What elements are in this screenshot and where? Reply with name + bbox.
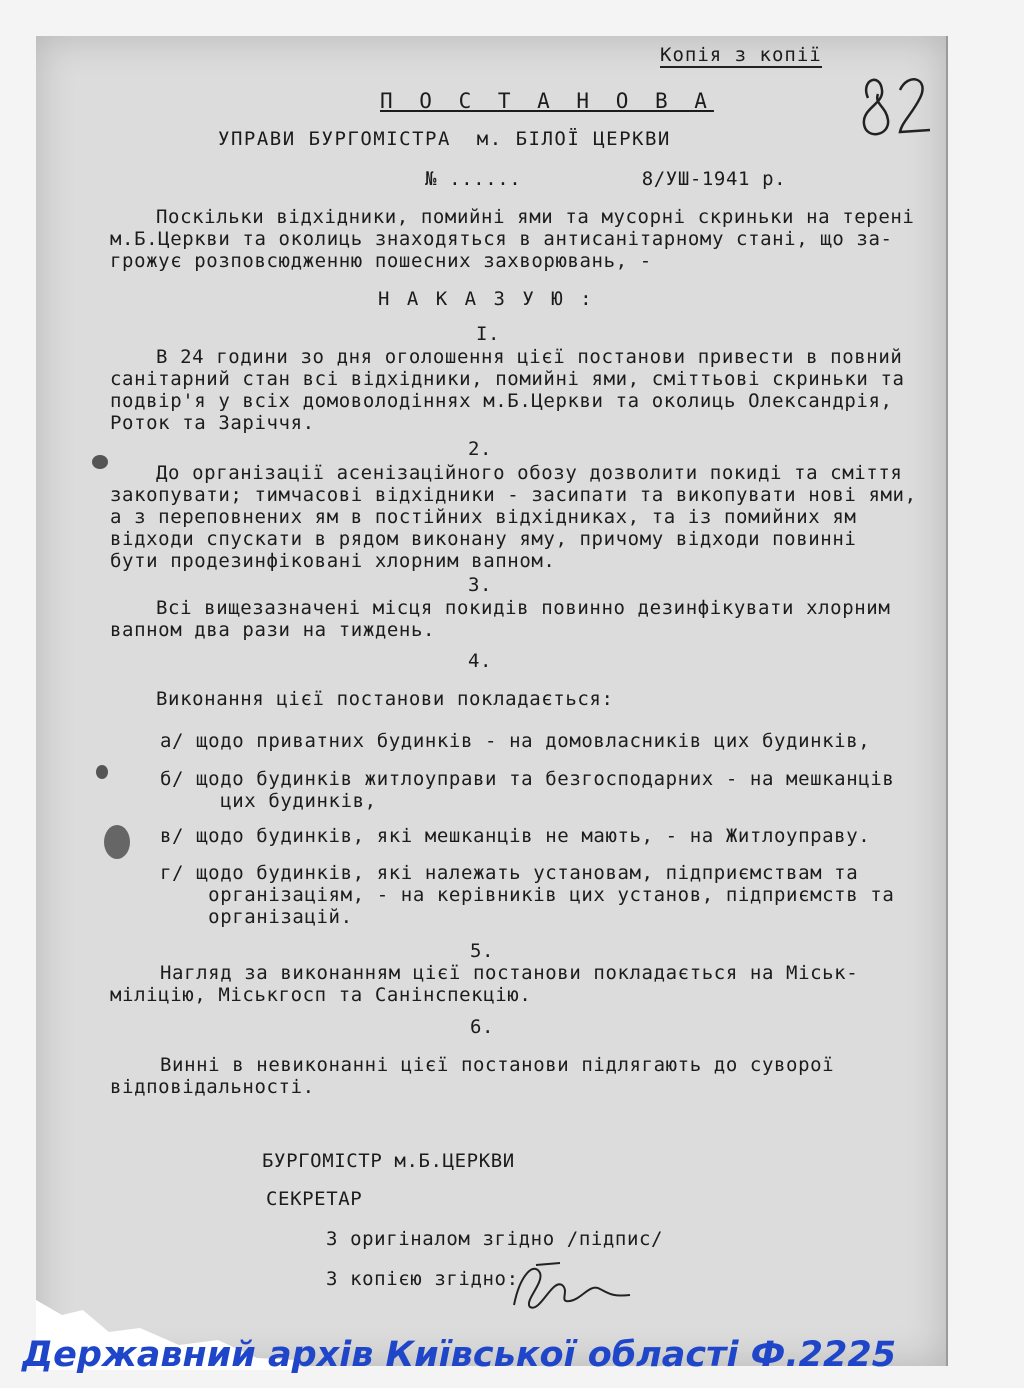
preamble-line: м.Б.Церкви та околиць знаходяться в антисанітарному стані, що за- <box>110 228 893 250</box>
section-line: подвір'я у всіх домоволодіннях м.Б.Церкви та околиць Олександрія, <box>110 390 893 412</box>
document-number-date: № ...... 8/УШ-1941 р. <box>425 168 787 190</box>
section-number: 4. <box>468 650 493 672</box>
section-number: 6. <box>470 1016 495 1038</box>
ink-blot <box>104 825 130 859</box>
section-line: вапном два рази на тиждень. <box>110 619 436 641</box>
sub-item-line: в/ щодо будинків, які мешканців не мають, - на Житлоуправу. <box>160 825 871 847</box>
order-heading: Н А К А З У Ю : <box>378 288 595 310</box>
ink-blot <box>92 455 108 469</box>
section-line: закопувати; тимчасові відхідники - засипати та викопувати нові ями, <box>110 484 917 506</box>
preamble-line: Поскільки відхідники, помийні ями та мусорні скриньки на терені <box>156 206 915 228</box>
section-number: I. <box>476 323 501 345</box>
document-subtitle: УПРАВИ БУРГОМІСТРА м. БІЛОЇ ЦЕРКВИ <box>218 128 671 150</box>
section-line: Нагляд за виконанням цієї постанови покладається на Міськ- <box>160 962 859 984</box>
sub-item-line: а/ щодо приватних будинків - на домовласників цих будинків, <box>160 730 871 752</box>
archive-footer: Державний архів Київської області Ф.2225 <box>22 1335 897 1375</box>
preamble-line: грожує розповсюдженню пошесних захворювань, - <box>110 250 652 272</box>
section-number: 5. <box>470 940 495 962</box>
section-number: 2. <box>468 438 493 460</box>
handwritten-signature <box>500 1255 640 1315</box>
sub-item-line: б/ щодо будинків житлоуправи та безгосподарних - на мешканців <box>160 768 895 790</box>
burgomaster-signature-line: БУРГОМІСТР м.Б.ЦЕРКВИ <box>262 1150 515 1172</box>
document-title: П О С Т А Н О В А <box>380 89 714 113</box>
section-number: 3. <box>468 574 493 596</box>
section-line: відходи спускати в рядом виконану яму, причому відходи повинні <box>110 528 857 550</box>
section-line: Виконання цієї постанови покладається: <box>156 688 614 710</box>
section-line: Роток та Заріччя. <box>110 412 315 434</box>
original-certification: З оригіналом згідно /підпис/ <box>326 1228 664 1250</box>
copy-stamp: Копія з копії <box>660 44 822 66</box>
sub-item-line: організацій. <box>160 906 353 928</box>
secretary-signature-line: СЕКРЕТАР <box>266 1188 363 1210</box>
section-line: а з переповнених ям в постійних відхідниках, та із помийних ям <box>110 506 857 528</box>
sub-item-line: цих будинків, <box>160 790 377 812</box>
section-line: бути продезинфіковані хлорним вапном. <box>110 550 556 572</box>
section-line: Винні в невиконанні цієї постанови підлягають до суворої <box>160 1054 835 1076</box>
copy-certification: З копією згідно: <box>326 1268 519 1290</box>
section-line: відповідальності. <box>110 1076 315 1098</box>
section-line: санітарний стан всі відхідники, помийні ями, сміттьові скриньки та <box>110 368 905 390</box>
handwritten-margin-number <box>850 60 940 150</box>
ink-blot <box>96 765 108 779</box>
section-line: До організації асенізаційного обозу дозволити покиді та сміття <box>156 462 903 484</box>
sub-item-line: організаціям, - на керівників цих установ, підприємств та <box>160 884 895 906</box>
section-line: Всі вищезазначені місця покидів повинно дезинфікувати хлорним <box>156 597 891 619</box>
section-line: міліцію, Міськгосп та Санінспекцію. <box>110 984 532 1006</box>
sub-item-line: г/ щодо будинків, які належать установам, підприємствам та <box>160 862 859 884</box>
section-line: В 24 години зо дня оголошення цієї постанови привести в повний <box>156 346 903 368</box>
